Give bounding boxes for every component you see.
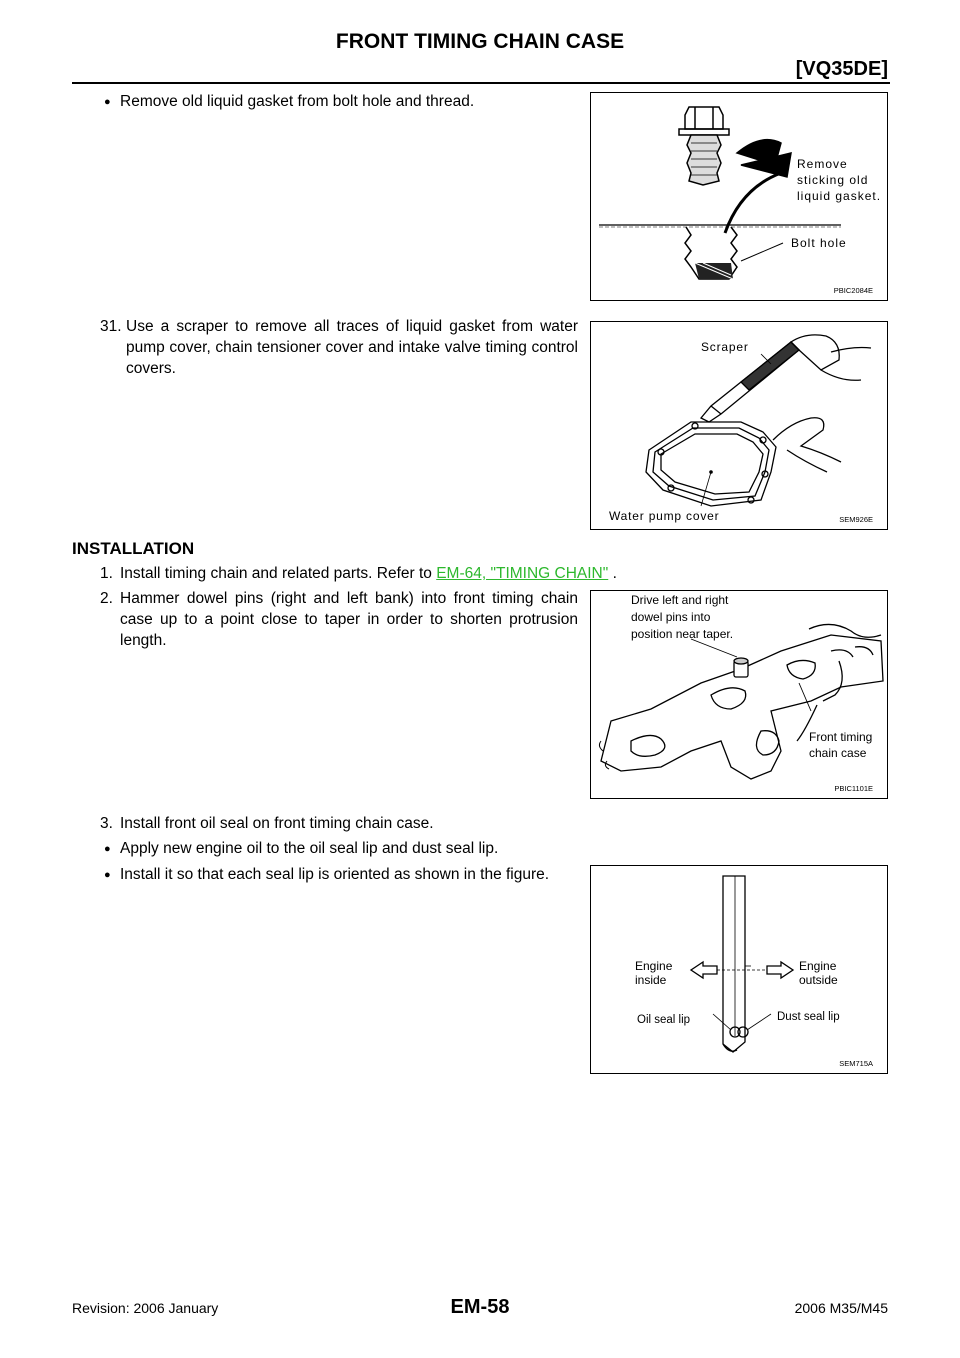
section-heading-installation: INSTALLATION xyxy=(72,539,195,558)
step-2-text: Hammer dowel pins (right and left bank) into front timing chain case up to a point close to taper in order to shorten protrusion length. xyxy=(120,590,578,649)
footer-revision: Revision: 2006 January xyxy=(72,1300,219,1316)
figure-dowel-pins xyxy=(590,590,888,799)
label-front-case-2: chain case xyxy=(809,746,867,760)
footer-model: 2006 M35/M45 xyxy=(794,1300,888,1316)
bolt-hole-illustration xyxy=(591,93,887,300)
label-drive-2: dowel pins into xyxy=(631,610,711,624)
label-drive-1: Drive left and right xyxy=(631,593,729,607)
header-rule xyxy=(72,82,890,84)
step-1-link-timing-chain[interactable]: EM-64, "TIMING CHAIN" xyxy=(436,565,609,582)
scraper-illustration xyxy=(591,322,887,529)
label-drive-3: position near taper. xyxy=(631,627,734,641)
label-engine-outside-2: outside xyxy=(799,973,838,987)
label-engine-outside-1: Engine xyxy=(799,959,837,973)
label-remove-3: liquid gasket. xyxy=(797,189,882,203)
step-2-number: 2. xyxy=(100,590,113,607)
step-3-number: 3. xyxy=(100,815,113,832)
step-3-bullet-apply-oil: ● Apply new engine oil to the oil seal lip and dust seal lip. xyxy=(120,838,578,859)
engine-code: [VQ35DE] xyxy=(795,58,888,80)
figure-oil-seal xyxy=(590,865,888,1074)
label-oil-seal-lip: Oil seal lip xyxy=(637,1014,691,1026)
page-title: FRONT TIMING CHAIN CASE xyxy=(335,30,625,53)
label-engine-inside-2: inside xyxy=(635,973,667,987)
figure-id: PBIC1101E xyxy=(834,784,873,793)
step-1-line xyxy=(120,563,680,584)
label-front-case-1: Front timing xyxy=(809,730,873,744)
step-3-bullet-orient-lip: ● Install it so that each seal lip is oriented as shown in the figure. xyxy=(120,864,578,885)
step-31-number: 31. xyxy=(100,318,122,335)
label-dust-seal-lip: Dust seal lip xyxy=(777,1011,840,1023)
bullet-remove-gasket: ● Remove old liquid gasket from bolt hole and thread. xyxy=(120,91,570,112)
oil-seal-illustration xyxy=(591,866,887,1073)
step-1-number: 1. xyxy=(100,565,113,582)
label-bolt-hole: Bolt hole xyxy=(791,236,847,250)
step-3-text: Install front oil seal on front timing chain case. xyxy=(120,815,434,832)
step-1-end: . xyxy=(612,565,617,582)
label-remove-1: Remove xyxy=(797,157,848,171)
figure-id: SEM715A xyxy=(839,1059,873,1068)
page-number: EM-58 xyxy=(450,1296,510,1318)
step-31-text: Use a scraper to remove all traces of liquid gasket from water pump cover, chain tensioner cover and intake valve timing control covers. xyxy=(126,318,578,377)
label-remove-2: sticking old xyxy=(797,173,869,187)
figure-id: PBIC2084E xyxy=(833,286,873,295)
step-1-text: Install timing chain and related parts. Refer to xyxy=(120,565,432,582)
label-water-pump-cover: Water pump cover xyxy=(609,509,720,523)
figure-bolt-hole xyxy=(590,92,888,301)
figure-id: SEM926E xyxy=(839,515,873,524)
label-scraper: Scraper xyxy=(701,340,749,354)
figure-scraper xyxy=(590,321,888,530)
label-engine-inside-1: Engine xyxy=(635,959,673,973)
dowel-pins-illustration xyxy=(591,591,887,798)
